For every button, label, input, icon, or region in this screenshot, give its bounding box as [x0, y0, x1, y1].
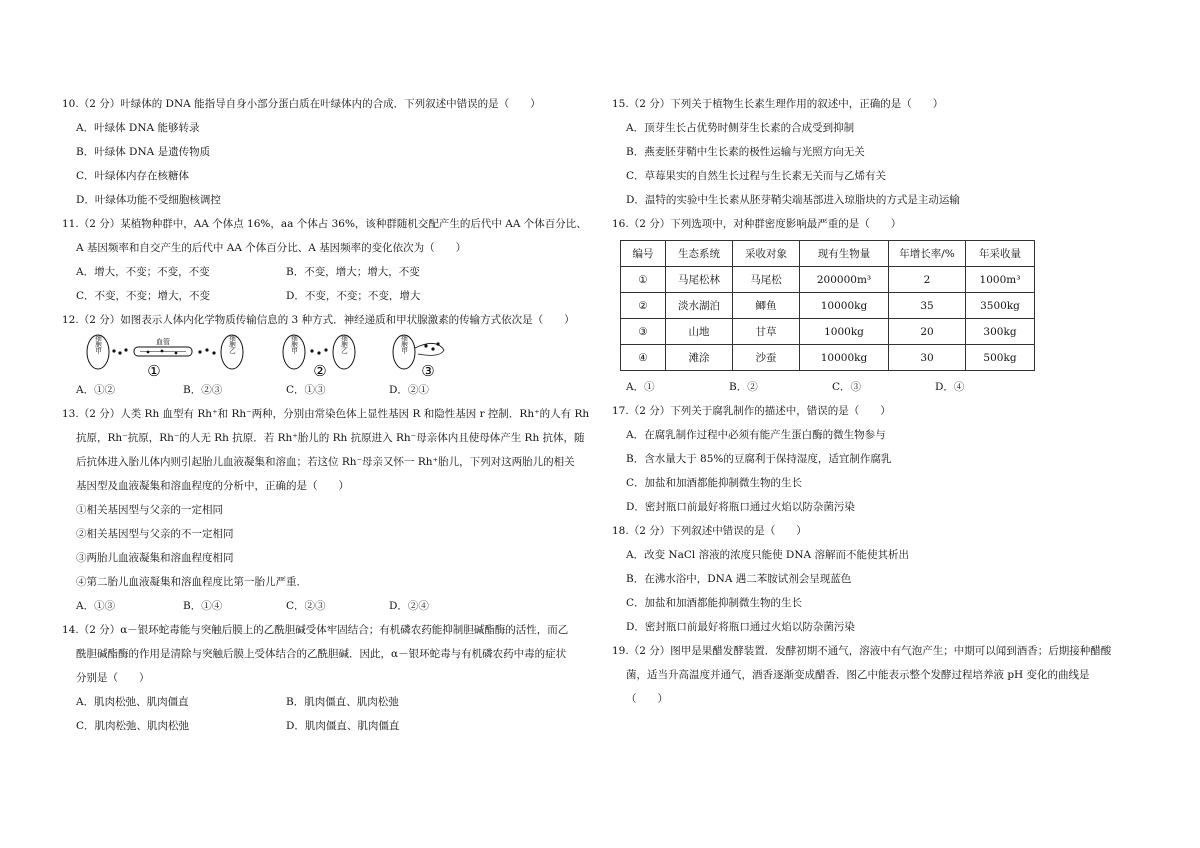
q16-cell: 35: [889, 293, 966, 319]
question-16-stem: 16.（2 分）下列选项中，对种群密度影响最严重的是（ ）: [612, 218, 902, 230]
q16-cell: 1000kg: [800, 319, 889, 345]
q13-options: [62, 594, 587, 618]
q15-option-a[interactable]: A．顶芽生长占优势时侧芽生长素的合成受到抑制: [626, 122, 855, 134]
fig3-label: ③: [421, 362, 435, 378]
question-12-stem: 12.（2 分）如图表示人体内化学物质传输信息的 3 种方式．神经递质和甲状腺激素的传输方式依次是（ ）: [62, 314, 575, 326]
table-row: [621, 267, 1035, 293]
question-11-stem-line2: A 基因频率和自交产生的后代中 AA 个体百分比、A 基因频率的变化依次为（ ）: [76, 242, 467, 254]
q16-cell: 20: [889, 319, 966, 345]
fig2-label: ②: [313, 362, 327, 378]
q16-cell: 10000kg: [800, 345, 889, 371]
q16-header-cell: 年采收量: [966, 241, 1035, 267]
question-10-stem: 10.（2 分）叶绿体的 DNA 能指导自身小部分蛋白质在叶绿体内的合成．下列叙述中错误的是（ ）: [62, 98, 541, 110]
q12-figure: [76, 332, 587, 378]
q13-option-d[interactable]: D．②④: [389, 600, 429, 612]
q17-option-b[interactable]: B．含水量大于 85%的豆腐利于保持湿度，适宜制作腐乳: [626, 453, 892, 465]
q16-cell: 30: [889, 345, 966, 371]
q16-cell: 甘草: [733, 319, 800, 345]
q10-option-d[interactable]: D．叶绿体功能不受细胞核调控: [76, 194, 221, 206]
q15-option-c[interactable]: C．草莓果实的自然生长过程与生长素无关而与乙烯有关: [626, 170, 887, 182]
q14-option-b[interactable]: B．肌肉僵直、肌肉松弛: [286, 696, 399, 708]
q16-cell: 200000m³: [800, 267, 889, 293]
right-column: [612, 92, 1112, 711]
fig1-cell-yi: 细胞乙: [228, 334, 236, 354]
q11-option-c[interactable]: C．不变，不变；增大，不变: [76, 290, 211, 302]
q16-cell: ②: [621, 293, 666, 319]
q13-option-c[interactable]: C．②③: [286, 600, 326, 612]
question-14-stem-line2: 酰胆碱酯酶的作用是清除与突触后膜上受体结合的乙酰胆碱．因此，α－银环蛇毒与有机磷农药中毒的症状: [76, 648, 567, 660]
q18-option-c[interactable]: C．加盐和加酒都能抑制微生物的生长: [626, 597, 803, 609]
q16-header-cell: 编号: [621, 241, 666, 267]
q12-option-d[interactable]: D．②①: [389, 384, 429, 396]
fig2-cell-yi: 细胞乙: [340, 334, 348, 354]
q15-option-d[interactable]: D．温特的实验中生长素从胚芽鞘尖端基部进入琼脂块的方式是主动运输: [626, 194, 960, 206]
q16-header-cell: 现有生物量: [800, 241, 889, 267]
q14-option-a[interactable]: A．肌肉松弛、肌肉僵直: [76, 696, 189, 708]
q14-options-row2: [62, 714, 587, 738]
q11-option-b[interactable]: B．不变，增大；增大，不变: [286, 266, 420, 278]
question-15-stem: 15.（2 分）下列关于植物生长素生理作用的叙述中，正确的是（ ）: [612, 98, 944, 110]
question-19-stem-line1: 19.（2 分）图甲是果醋发酵装置．发酵初期不通气，溶液中有气泡产生；中期可以闻到酒香；后期接种醋酸: [612, 645, 1112, 657]
q13-statement-1: ①相关基因型与父亲的一定相同: [76, 504, 223, 516]
q17-option-d[interactable]: D．密封瓶口前最好将瓶口通过火焰以防杂菌污染: [626, 501, 855, 513]
fig1-label: ①: [147, 362, 161, 378]
q13-option-a[interactable]: A．①③: [76, 600, 116, 612]
q16-cell: 500kg: [966, 345, 1035, 371]
q13-statement-2: ②相关基因型与父亲的不一定相同: [76, 528, 234, 540]
q10-option-b[interactable]: B．叶绿体 DNA 是遗传物质: [76, 146, 211, 158]
table-row: [621, 319, 1035, 345]
q16-option-c[interactable]: C．③: [832, 381, 862, 393]
q17-option-c[interactable]: C．加盐和加酒都能抑制微生物的生长: [626, 477, 803, 489]
fig1-vessel-label: 血管: [156, 338, 170, 346]
question-13-stem-line4: 基因型及血液凝集和溶血程度的分析中，正确的是（ ）: [76, 480, 349, 492]
question-19-stem-line2: 菌，适当升高温度并通气，酒香逐渐变成醋香．图乙中能表示整个发酵过程培养液 pH 变化的曲线是: [626, 669, 1090, 681]
q10-option-a[interactable]: A．叶绿体 DNA 能够转录: [76, 122, 200, 134]
q12-figure-svg: [76, 332, 476, 378]
table-row: [621, 345, 1035, 371]
q16-cell: 10000kg: [800, 293, 889, 319]
question-18-stem: 18.（2 分）下列叙述中错误的是（ ）: [612, 525, 807, 537]
table-row: [621, 293, 1035, 319]
q16-cell: 3500kg: [966, 293, 1035, 319]
q16-header-cell: 生态系统: [666, 241, 733, 267]
q13-statement-3: ③两胎儿血液凝集和溶血程度相同: [76, 552, 234, 564]
question-13-stem-line3: 后抗体进入胎儿体内则引起胎儿血液凝集和溶血；若这位 Rh⁻母亲又怀一 Rh⁺胎儿，下列对这两胎儿的相关: [76, 456, 575, 468]
fig3-cell-jia: 细胞甲: [400, 334, 408, 354]
q16-option-b[interactable]: B．②: [729, 381, 758, 393]
q12-option-a[interactable]: A．①②: [76, 384, 116, 396]
q16-header-cell: 采收对象: [733, 241, 800, 267]
question-19-stem-line3: （ ）: [626, 693, 668, 705]
q14-option-c[interactable]: C．肌肉松弛、肌肉松弛: [76, 720, 190, 732]
q15-option-b[interactable]: B．燕麦胚芽鞘中生长素的极性运输与光照方向无关: [626, 146, 865, 158]
q16-cell: 300kg: [966, 319, 1035, 345]
question-17-stem: 17.（2 分）下列关于腐乳制作的描述中，错误的是（ ）: [612, 405, 891, 417]
q16-option-a[interactable]: A．①: [626, 381, 655, 393]
q11-options-row2: [62, 284, 587, 308]
question-13-stem-line1: 13.（2 分）人类 Rh 血型有 Rh⁺和 Rh⁻两种，分别由常染色体上显性基因 R 和隐性基因 r 控制．Rh⁺的人有 Rh: [62, 408, 590, 420]
left-column: [62, 92, 590, 738]
q18-option-a[interactable]: A．改变 NaCl 溶液的浓度只能使 DNA 溶解而不能使其析出: [626, 549, 909, 561]
question-11-stem-line1: 11.（2 分）某植物种群中，AA 个体点 16%，aa 个体占 36%，该种群随机交配产生的后代中 AA 个体百分比、: [62, 218, 587, 230]
q16-cell: 滩涂: [666, 345, 733, 371]
fig1-cell-jia: 细胞甲: [94, 334, 102, 354]
q14-option-d[interactable]: D．肌肉僵直、肌肉僵直: [286, 720, 400, 732]
q14-options-row1: [62, 690, 587, 714]
question-14-stem-line1: 14.（2 分）α－银环蛇毒能与突触后膜上的乙酰胆碱受体牢固结合；有机磷农药能抑制胆碱酯酶的活性，而乙: [62, 624, 569, 636]
q16-cell: ③: [621, 319, 666, 345]
q13-option-b[interactable]: B．①④: [183, 600, 223, 612]
q17-option-a[interactable]: A．在腐乳制作过程中必须有能产生蛋白酶的微生物参与: [626, 429, 886, 441]
q12-option-b[interactable]: B．②③: [183, 384, 223, 396]
q18-option-d[interactable]: D．密封瓶口前最好将瓶口通过火焰以防杂菌污染: [626, 621, 855, 633]
q16-options: [612, 375, 1042, 399]
q12-option-c[interactable]: C．①③: [286, 384, 326, 396]
q16-cell: 山地: [666, 319, 733, 345]
q16-cell: 马尾松林: [666, 267, 733, 293]
q16-table: [620, 240, 1035, 371]
q10-option-c[interactable]: C．叶绿体内存在核糖体: [76, 170, 190, 182]
q16-cell: 马尾松: [733, 267, 800, 293]
question-13-stem-line2: 抗原，Rh⁻抗原，Rh⁻的人无 Rh 抗原．若 Rh⁺胎儿的 Rh 抗原进入 Rh⁻母亲体内且使母体产生 Rh 抗体，随: [76, 432, 585, 444]
q11-options-row1: [62, 260, 587, 284]
q16-cell: ①: [621, 267, 666, 293]
q12-options: [62, 378, 587, 402]
q16-cell: ④: [621, 345, 666, 371]
q16-cell: 沙蚕: [733, 345, 800, 371]
q11-option-d[interactable]: D．不变，不变；不变，增大: [286, 290, 421, 302]
q16-header-cell: 年增长率/%: [889, 241, 966, 267]
q16-option-d[interactable]: D．④: [935, 381, 965, 393]
question-14-stem-line3: 分别是（ ）: [76, 672, 150, 684]
q16-table-header: [621, 241, 1035, 267]
q13-statement-4: ④第二胎儿血液凝集和溶血程度比第一胎儿严重．: [76, 576, 307, 588]
q16-cell: 2: [889, 267, 966, 293]
q18-option-b[interactable]: B．在沸水浴中，DNA 遇二苯胺试剂会呈现蓝色: [626, 573, 852, 585]
q16-cell: 淡水湖泊: [666, 293, 733, 319]
q11-option-a[interactable]: A．增大，不变；不变，不变: [76, 266, 210, 278]
fig2-cell-jia: 细胞甲: [290, 334, 298, 354]
q16-cell: 鲫鱼: [733, 293, 800, 319]
q16-cell: 1000m³: [966, 267, 1035, 293]
